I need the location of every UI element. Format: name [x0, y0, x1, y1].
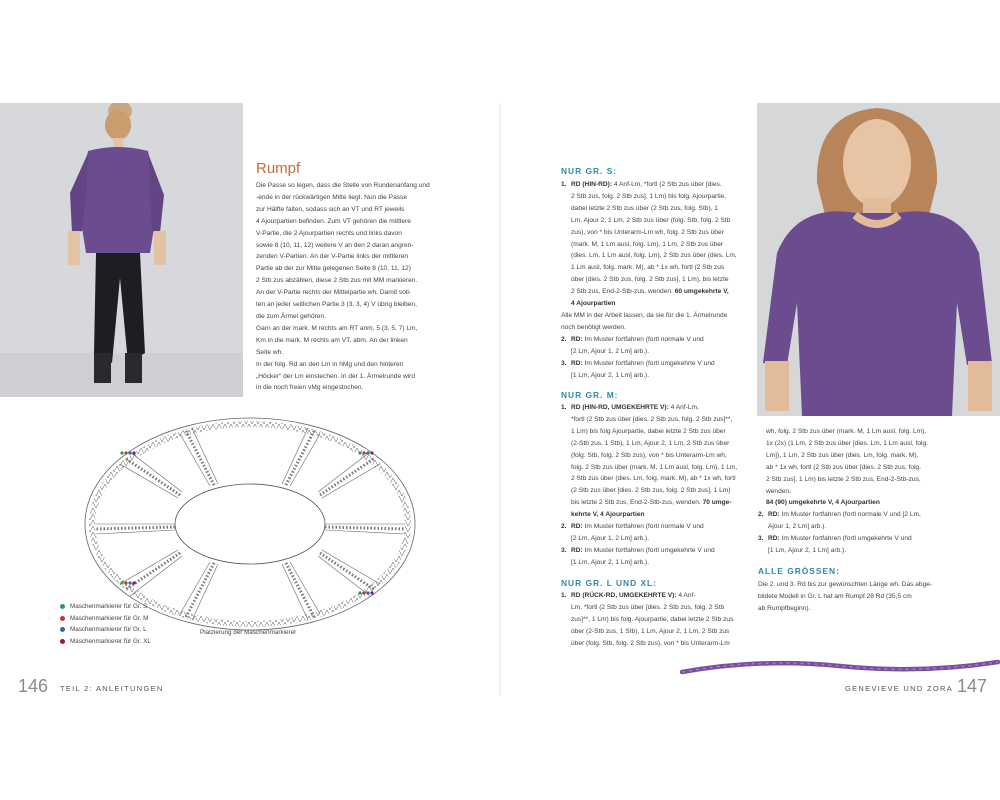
- section-heading-rumpf: Rumpf: [256, 160, 301, 177]
- instruction-row: [561, 521, 751, 545]
- row-label: RD:: [768, 535, 780, 543]
- row-text-line: über (folg. Stb, folg. 2 Stb zus), von * bis Unterarm-Lm: [571, 639, 730, 647]
- row-text-line: RD: Im Muster fortfahren (fortl umgekehrte V und: [571, 359, 715, 367]
- row-result: 84 (90) umgekehrte V, 4 Ajourpartien: [766, 499, 880, 507]
- back-view-photo: [0, 103, 243, 397]
- row-text-line: *fortl (2 Stb zus über [dies. 2 Stb zus, folg. 2 Stb zus]**,: [571, 415, 733, 423]
- heading-size-m: NUR GR. M:: [561, 390, 619, 400]
- row-text-line: 2 Stb zus, folg. 2 Stb zus], 1 Lm) bis folg. Ajourpartie,: [571, 192, 727, 200]
- legend-label: Maschenmarkierer für Gr. XL: [70, 637, 151, 645]
- rumpf-line: ten an jeder seitlichen Partie 3 (3, 3, 4) V übrig bleiben,: [256, 301, 417, 309]
- instruction-row: [561, 358, 751, 382]
- row-label: RD (HIN-RD, UMGEKEHRTE V):: [571, 404, 669, 411]
- row-text-line: noch benötigt werden.: [561, 323, 626, 331]
- row-text-line: (2-Stb zus, 1 Stb), 1 Lm, Ajour 2, 1 Lm, 2 Stb zus über: [571, 439, 730, 447]
- row-text-line: RD: Im Muster fortfahren (fortl normale V und: [571, 523, 704, 531]
- row-label: RD:: [571, 335, 583, 343]
- row-text-line: (mark. M, 1 Lm ausl, folg. Lm), 1 Lm, 2 Stb zus über: [571, 240, 724, 248]
- rumpf-line: Die Passe so legen, dass die Stelle von Rundenanfang und: [256, 182, 430, 189]
- continued-line: ab * 1x wh, fortl (2 Stb zus über [dies. 2 Stb zus, folg.: [766, 463, 922, 471]
- row-text-line: Lm, Ajour 2, 1 Lm, 2 Stb zus über (folg. Stb, folg. 2 Stb: [571, 216, 731, 224]
- row-result: kehrte V, 4 Ajourpartien: [571, 511, 645, 519]
- continued-line: wenden.: [766, 487, 791, 495]
- running-title-left: TEIL 2: ANLEITUNGEN: [60, 684, 164, 693]
- front-view-photo: [757, 103, 1000, 416]
- row-text-line: [2 Lm, Ajour 1, 2 Lm] arb.).: [571, 347, 650, 355]
- row-text-line: 2 Stb zus, End-2-Stb-zus, wenden. 60 umgekehrte V,: [571, 288, 729, 296]
- legend-label: Maschenmarkierer für Gr. S: [70, 603, 148, 610]
- diagram-caption: Platzierung der Maschenmarkierer: [200, 629, 297, 636]
- row-number: 1.: [561, 181, 567, 188]
- row-number: 2.: [561, 335, 567, 343]
- row-text-line: über (2-Stb zus, 1 Stb), 1 Lm, Ajour 2, 1 Lm, 2 Stb zus: [571, 627, 730, 635]
- row-label: RD:: [768, 511, 780, 519]
- legend-label: Maschenmarkierer für Gr. L: [70, 626, 147, 633]
- rumpf-line: in die noch freien vMg eingestochen.: [256, 384, 364, 392]
- instruction-row: [758, 533, 946, 557]
- row-text-line: Ajour 1, 2 Lm] arb.).: [768, 523, 827, 531]
- row-text-line: Lm, *fortl (2 Stb zus über [dies. 2 Stb zus, folg. 2 Stb: [571, 603, 725, 611]
- row-result: 70 umge-: [700, 499, 732, 507]
- running-title-right: GENEVIEVE UND ZORA: [845, 684, 953, 693]
- row-text-line: zus), von * bis Unterarm-Lm wh, folg. 2 Stb zus über: [571, 228, 724, 236]
- rows-size-s: [561, 179, 751, 381]
- row-text-line: (dies. Lm, 1 Lm ausl, folg. Lm), 2 Stb zus über (dies. Lm,: [571, 252, 737, 260]
- row-label: RD:: [571, 359, 583, 367]
- row-number: 2.: [561, 523, 567, 531]
- row-text-line: RD: Im Muster fortfahren (fortl normale V und [2 Lm,: [768, 511, 921, 519]
- rumpf-paragraph-2: [256, 323, 446, 359]
- row-label: RD (RÜCK-RD, UMGEKEHRTE V):: [571, 592, 677, 599]
- rumpf-line: „Höcker“ der Lm einstechen. In der 1. Ärmelrunde wird: [256, 372, 416, 380]
- row-text-line: RD: Im Muster fortfahren (fortl umgekehrte V und: [768, 535, 912, 543]
- rumpf-line: V-Partie, die 2 Ajourpartien rechts und links davon: [256, 229, 402, 237]
- row-number: 1.: [561, 404, 567, 411]
- rumpf-line: In der folg. Rd an den Lm in hMg und den hinteren: [256, 360, 404, 368]
- row-result: 60 umgekehrte V,: [672, 288, 729, 296]
- marker-dot-icon: [60, 639, 65, 644]
- continued-line: 1x (2x) (1 Lm, 2 Stb zus über [dies. Lm, 1 Lm ausl, folg.: [766, 439, 928, 447]
- row-text-line: RD: Im Muster fortfahren (fortl umgekehrte V und: [571, 546, 715, 554]
- yarn-strand-image: [680, 652, 1000, 680]
- row-text-line: bis letzte 2 Stb zus, End-2-Stb-zus, wenden. 70 umge-: [571, 499, 732, 507]
- rows-size-lxl-continued: [758, 426, 946, 557]
- rumpf-line: Garn an der mark. M rechts am RT anm, 5 (3, 5, 7) Lm,: [256, 324, 418, 332]
- alle-line: Die 2. und 3. Rd bis zur gewünschten Länge wh. Das abge-: [758, 581, 933, 588]
- rumpf-line: die zum Ärmel gehören.: [256, 312, 327, 320]
- rumpf-line: Partie ab der zur Mitte gelegenen Seite 8 (10, 11, 12): [256, 265, 411, 273]
- page-gutter: [499, 103, 501, 696]
- continued-line: wh, folg. 2 Stb zus über (mark. M, 1 Lm ausl, folg. Lm),: [766, 428, 927, 435]
- instruction-row: [561, 310, 751, 334]
- instruction-row: [561, 545, 751, 569]
- alle-line: ab Rumpfbeginn).: [758, 604, 811, 612]
- row-text-line: Alle MM in der Arbeit lassen, da sie für die 1. Ärmelrunde: [561, 311, 728, 319]
- rumpf-line: 4 Ajourpartien befinden. Zum VT gehören die mittlere: [256, 217, 411, 225]
- row-text-line: [2 Lm, Ajour 1, 2 Lm] arb.).: [571, 534, 650, 542]
- legend-item: [60, 624, 151, 636]
- row-number: 3.: [561, 359, 567, 367]
- legend-label: Maschenmarkierer für Gr. M: [70, 614, 149, 622]
- row-label: RD:: [571, 546, 583, 554]
- row-text-line: 2 Stb zus über (dies. Lm, folg. mark. M), ab * 1x wh, fortl: [571, 475, 736, 483]
- rumpf-line: Km in die mark. M rechts am VT, abm. An der linken: [256, 336, 408, 344]
- continued-line: 2 Stb zus], 1 Lm) bis letzte 2 Stb zus, End-2-Stb-zus,: [766, 475, 921, 483]
- legend-item: [60, 636, 151, 648]
- row-text-line: über [dies. 2 Stb zus, folg. 2 Stb zus], 1 Lm), bis letzte: [571, 276, 729, 284]
- row-text-line: 1 Lm) bis folg Ajourpartie, dabei letzte 2 Stb zus über: [571, 427, 726, 435]
- row-text-line: 1 Lm ausl, folg. mark. M), ab * 1x wh, fortl (2 Stb zus: [571, 264, 725, 272]
- rumpf-paragraph-3: [256, 359, 446, 395]
- heading-size-lxl: NUR GR. L UND XL:: [561, 578, 657, 588]
- instruction-row: [561, 334, 751, 358]
- row-text-line: RD: Im Muster fortfahren (fortl normale V und: [571, 335, 704, 343]
- instruction-row: [561, 179, 751, 310]
- legend-item: [60, 601, 151, 613]
- rumpf-line: -ende in der rückwärtigen Mitte liegt. Nun die Passe: [256, 193, 407, 201]
- marker-dot-icon: [60, 627, 65, 632]
- legend-item: [60, 613, 151, 625]
- row-text-line: dabei letzte 2 Stb zus über (2 Stb zus, folg. Stb), 1: [571, 204, 718, 212]
- row-text-line: [1 Lm, Ajour 2, 1 Lm] arb.).: [768, 547, 847, 555]
- continued-line: Lm]), 1 Lm, 2 Stb zus über (dies. Lm, folg. mark. M),: [766, 451, 919, 459]
- heading-size-s: NUR GR. S:: [561, 166, 618, 176]
- marker-dot-icon: [60, 604, 65, 609]
- heading-alle-groessen: ALLE GRÖSSEN:: [758, 566, 840, 576]
- rows-size-lxl: [561, 590, 751, 650]
- row-result: 4 Ajourpartien: [571, 300, 616, 308]
- row-text-line: RD (RÜCK-RD, UMGEKEHRTE V): 4 Anf-: [571, 592, 696, 599]
- rumpf-instructions: [256, 180, 446, 394]
- row-text-line: (folg. Stb, folg. 2 Stb zus), von * bis Unterarm-Lm wh,: [571, 451, 727, 459]
- rumpf-line: An der V-Partie rechts der Mittelpartie wh. Damit soll-: [256, 289, 412, 297]
- row-text-line: [1 Lm, Ajour 2, 1 Lm] arb.).: [571, 371, 650, 379]
- row-label: RD:: [571, 523, 583, 531]
- page-number-left: 146: [18, 676, 49, 696]
- rumpf-line: zenden V-Partien. An der V-Partie links der mittleren: [256, 253, 409, 261]
- row-text-line: (2 Stb zus über [dies. 2 Stb zus, folg. 2 Stb zus], 1 Lm): [571, 487, 731, 495]
- row-label: RD (HIN-RD):: [571, 181, 613, 188]
- rumpf-line: sowie 8 (10, 11, 12) weitere V an den 2 daran angren-: [256, 241, 414, 249]
- rumpf-line: 2 Stb zus abzählen, diese 2 Stb zus mit MM markieren.: [256, 277, 418, 285]
- instruction-row: [561, 590, 751, 650]
- rumpf-line: zur Hälfte falten, sodass sich an VT und RT jeweils: [256, 205, 405, 213]
- marker-dot-icon: [60, 616, 65, 621]
- instruction-row: [561, 402, 751, 521]
- alle-groessen-text: [758, 579, 948, 615]
- rows-size-m: [561, 402, 751, 569]
- row-text-line: [1 Lm, Ajour 2, 1 Lm] arb.).: [571, 558, 650, 566]
- instruction-row: [758, 509, 946, 533]
- row-number: 3.: [758, 535, 764, 543]
- marker-legend: [60, 601, 151, 647]
- row-number: 3.: [561, 546, 567, 554]
- row-text-line: RD (HIN-RD): 4 Anf-Lm, *fortl (2 Stb zus über [dies.: [571, 181, 722, 188]
- rumpf-line: Seite wh.: [256, 348, 284, 356]
- rumpf-paragraph-1: [256, 180, 446, 323]
- row-text-line: zus]**, 1 Lm) bis folg. Ajourpartie, dabei letzte 2 Stb zus: [571, 615, 734, 623]
- row-text-line: RD (HIN-RD, UMGEKEHRTE V): 4 Anf-Lm,: [571, 404, 699, 411]
- row-number: 2.: [758, 511, 764, 519]
- row-text-line: folg. 2 Stb zus über (mark. M, 1 Lm ausl, folg. Lm), 1 Lm,: [571, 463, 738, 471]
- page-number-right: 147: [957, 676, 988, 696]
- alle-line: bildete Modell in Gr. L hat am Rumpf 28 Rd (35,5 cm: [758, 592, 912, 600]
- row-number: 1.: [561, 592, 567, 599]
